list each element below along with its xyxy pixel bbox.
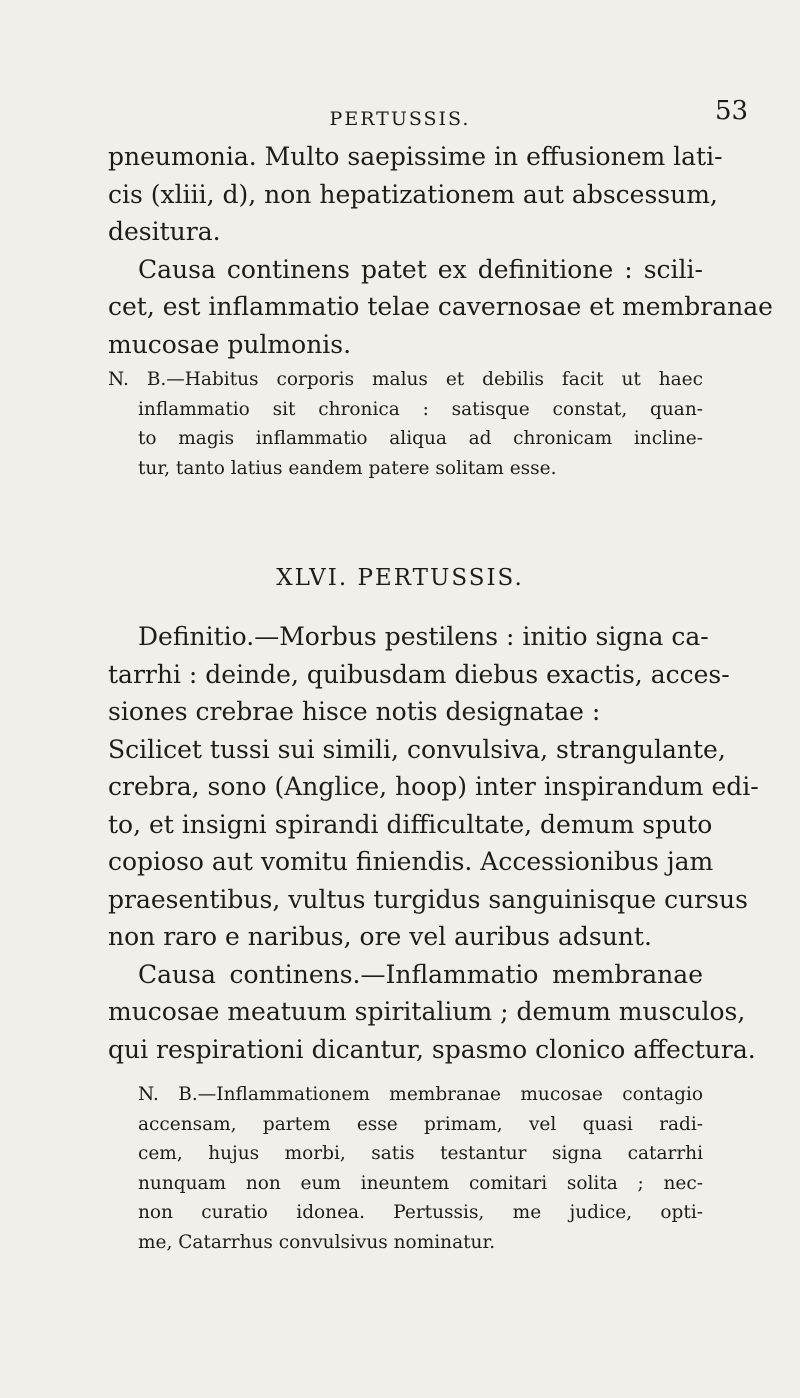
text-line: non raro e naribus, ore vel auribus adsunt. [108, 922, 652, 951]
text-line: Causa continens patet ex definitione : scili- [138, 254, 703, 284]
text-line: copioso aut vomitu finiendis. Accessionibus jam [108, 847, 714, 876]
text-line: desitura. [108, 217, 221, 246]
text-line: cem, hujus morbi, satis testantur signa catarrhi [138, 1143, 703, 1164]
running-head: PERTUSSIS. [329, 108, 471, 130]
text-line: accensam, partem esse primam, vel quasi radi- [138, 1113, 703, 1135]
nota-bene-2 [108, 1080, 703, 1257]
text-line: Causa continens.—Inflammatio membranae [138, 959, 703, 989]
text-line: non curatio idonea. Pertussis, me judice, opti- [138, 1202, 703, 1223]
text-line: Definitio.—Morbus pestilens : initio signa ca- [138, 622, 709, 651]
text-line: mucosae meatuum spiritalium ; demum musculos, [108, 997, 746, 1026]
text-line: cis (xliii, d), non hepatizationem aut abscessum, [108, 179, 718, 209]
text-line: to magis inflammatio aliqua ad chronicam incline- [138, 428, 703, 449]
text-line: nunquam non eum ineuntem comitari solita ; nec- [138, 1172, 703, 1194]
section-heading: XLVI. PERTUSSIS. [276, 565, 524, 591]
text-line: qui respirationi dicantur, spasmo clonico affectura. [108, 1034, 756, 1064]
text-line: siones crebrae hisce notis designatae : [108, 697, 601, 726]
text-line: to, et insigni spirandi difficultate, demum sputo [108, 809, 713, 839]
text-line: N. B.—Inflammationem membranae mucosae contagio [138, 1084, 703, 1105]
paragraph-pertussis [108, 618, 759, 1068]
text-line: pneumonia. Multo saepissime in effusionem lati- [108, 142, 723, 171]
text-line: tarrhi : deinde, quibusdam diebus exactis, acces- [108, 659, 730, 689]
paragraph-pneumonia-continued [108, 138, 773, 363]
text-line: praesentibus, vultus turgidus sanguinisque cursus [108, 884, 748, 914]
text-line: inflammatio sit chronica : satisque constat, quan- [138, 398, 703, 420]
text-line: mucosae pulmonis. [108, 329, 352, 359]
text-line: tur, tanto latius eandem patere solitam esse. [138, 457, 557, 479]
text-line: N. B.—Habitus corporis malus et debilis facit ut haec [108, 369, 703, 390]
text-line: Scilicet tussi sui simili, convulsiva, strangulante, [108, 734, 726, 764]
nota-bene-1 [108, 365, 703, 483]
text-line: crebra, sono (Anglice, hoop) inter inspirandum edi- [108, 772, 759, 801]
text-line: me, Catarrhus convulsivus nominatur. [138, 1231, 496, 1253]
page-number: 53 [715, 96, 749, 126]
text-line: cet, est inflammatio telae cavernosae et membranae [108, 292, 773, 321]
